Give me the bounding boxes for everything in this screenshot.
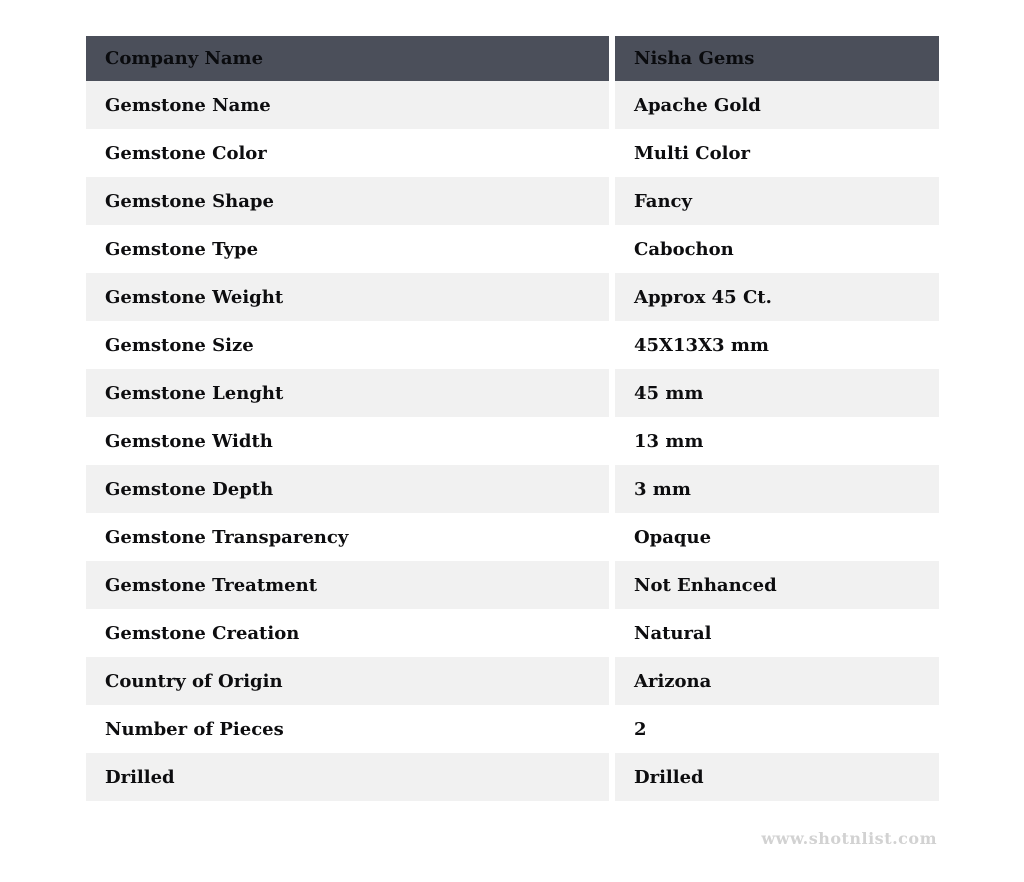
attribute-label: Country of Origin xyxy=(86,657,609,705)
attribute-value: 2 xyxy=(615,705,939,753)
attribute-value: Approx 45 Ct. xyxy=(615,273,939,321)
attribute-label: Gemstone Width xyxy=(86,417,609,465)
attribute-label: Gemstone Weight xyxy=(86,273,609,321)
attribute-value: 45 mm xyxy=(615,369,939,417)
attribute-label: Gemstone Shape xyxy=(86,177,609,225)
attribute-label: Gemstone Type xyxy=(86,225,609,273)
attribute-value: Arizona xyxy=(615,657,939,705)
table-row xyxy=(86,561,939,609)
attribute-value: 13 mm xyxy=(615,417,939,465)
table-row xyxy=(86,753,939,801)
attribute-value: Opaque xyxy=(615,513,939,561)
attribute-value: Drilled xyxy=(615,753,939,801)
attribute-value: 45X13X3 mm xyxy=(615,321,939,369)
table-row xyxy=(86,177,939,225)
attribute-label: Gemstone Creation xyxy=(86,609,609,657)
attribute-value: Multi Color xyxy=(615,129,939,177)
header-company-value: Nisha Gems xyxy=(615,36,939,81)
table-row xyxy=(86,609,939,657)
attribute-value: Natural xyxy=(615,609,939,657)
attribute-label: Number of Pieces xyxy=(86,705,609,753)
attribute-label: Gemstone Name xyxy=(86,81,609,129)
table-row xyxy=(86,513,939,561)
table-row xyxy=(86,657,939,705)
table-header-row xyxy=(86,36,939,81)
attribute-value: Cabochon xyxy=(615,225,939,273)
table-row xyxy=(86,273,939,321)
attribute-label: Gemstone Size xyxy=(86,321,609,369)
header-company-label: Company Name xyxy=(86,36,609,81)
table-row xyxy=(86,129,939,177)
attribute-label: Gemstone Treatment xyxy=(86,561,609,609)
gemstone-spec-table xyxy=(86,36,939,801)
attribute-label: Gemstone Transparency xyxy=(86,513,609,561)
attribute-label: Gemstone Depth xyxy=(86,465,609,513)
table-body xyxy=(86,81,939,801)
table-row xyxy=(86,225,939,273)
attribute-value: Not Enhanced xyxy=(615,561,939,609)
table-row xyxy=(86,465,939,513)
attribute-value: Apache Gold xyxy=(615,81,939,129)
attribute-value: 3 mm xyxy=(615,465,939,513)
attribute-value: Fancy xyxy=(615,177,939,225)
attribute-label: Gemstone Color xyxy=(86,129,609,177)
table-row xyxy=(86,81,939,129)
attribute-label: Gemstone Lenght xyxy=(86,369,609,417)
table-row xyxy=(86,705,939,753)
watermark-url: www.shotnlist.com xyxy=(761,829,937,848)
table-row xyxy=(86,321,939,369)
table-row xyxy=(86,417,939,465)
table-row xyxy=(86,369,939,417)
attribute-label: Drilled xyxy=(86,753,609,801)
